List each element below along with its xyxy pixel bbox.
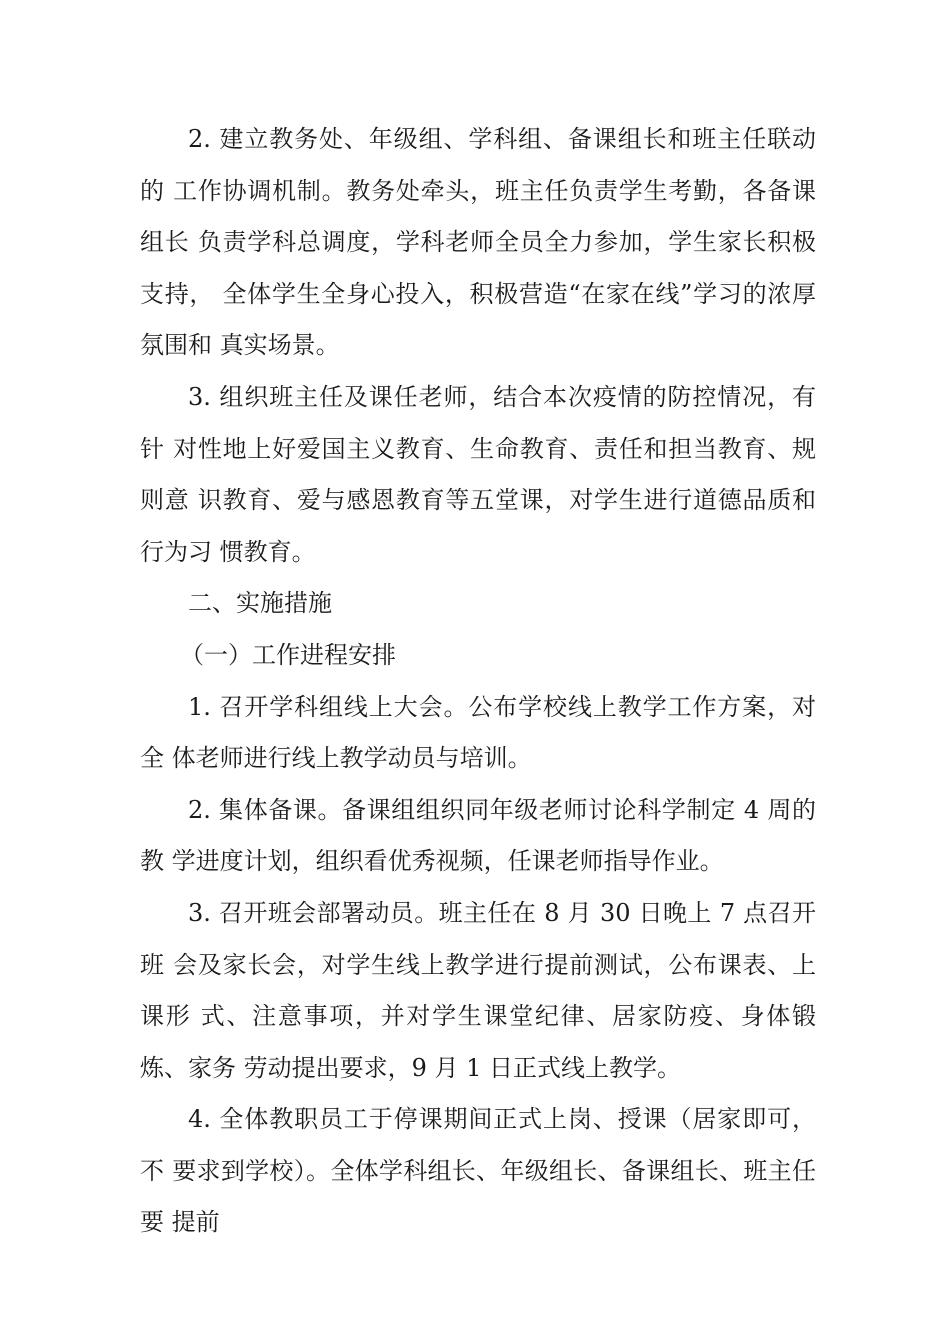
paragraph-class-meeting: 3. 召开班会部署动员。班主任在 8 月 30 日晚上 7 点召开班 会及家长会，对学生线上教学进行提前测试，公布课表、上课形 式、注意事项，并对学生课堂纪律、居家防疫、身体锻炼、家务 劳动提出要求，9 月 1 日正式线上教学。	[140, 898, 816, 1082]
paragraph-five-lessons: 3. 组织班主任及课任老师，结合本次疫情的防控情况，有针 对性地上好爱国主义教育、生命教育、责任和担当教育、规则意 识教育、爱与感恩教育等五堂课，对学生进行道德品质和行为习 惯教育。	[140, 382, 816, 566]
document-body	[140, 114, 816, 1249]
paragraph-online-meeting: 1. 召开学科组线上大会。公布学校线上教学工作方案，对全 体老师进行线上教学动员与培训。	[140, 692, 816, 773]
paragraph-coordination-mechanism: 2. 建立教务处、年级组、学科组、备课组长和班主任联动的 工作协调机制。教务处牵头，班主任负责学生考勤，各备课组长 负责学科总调度，学科老师全员全力参加，学生家长积极支持， 全体学生全身心投入，积极营造“在家在线”学习的浓厚氛围和 真实场景。	[140, 125, 816, 360]
section-heading-measures: 二、实施措施	[188, 589, 332, 618]
paragraph-collective-lesson-prep: 2. 集体备课。备课组组织同年级老师讨论科学制定 4 周的教 学进度计划，组织看优秀视频，任课老师指导作业。	[140, 795, 816, 876]
subsection-heading-schedule: （一）工作进程安排	[180, 640, 396, 669]
paragraph-staff-on-duty: 4. 全体教职员工于停课期间正式上岗、授课（居家即可，不 要求到学校）。全体学科组长、年级组长、备课组长、班主任要 提前	[140, 1105, 816, 1237]
